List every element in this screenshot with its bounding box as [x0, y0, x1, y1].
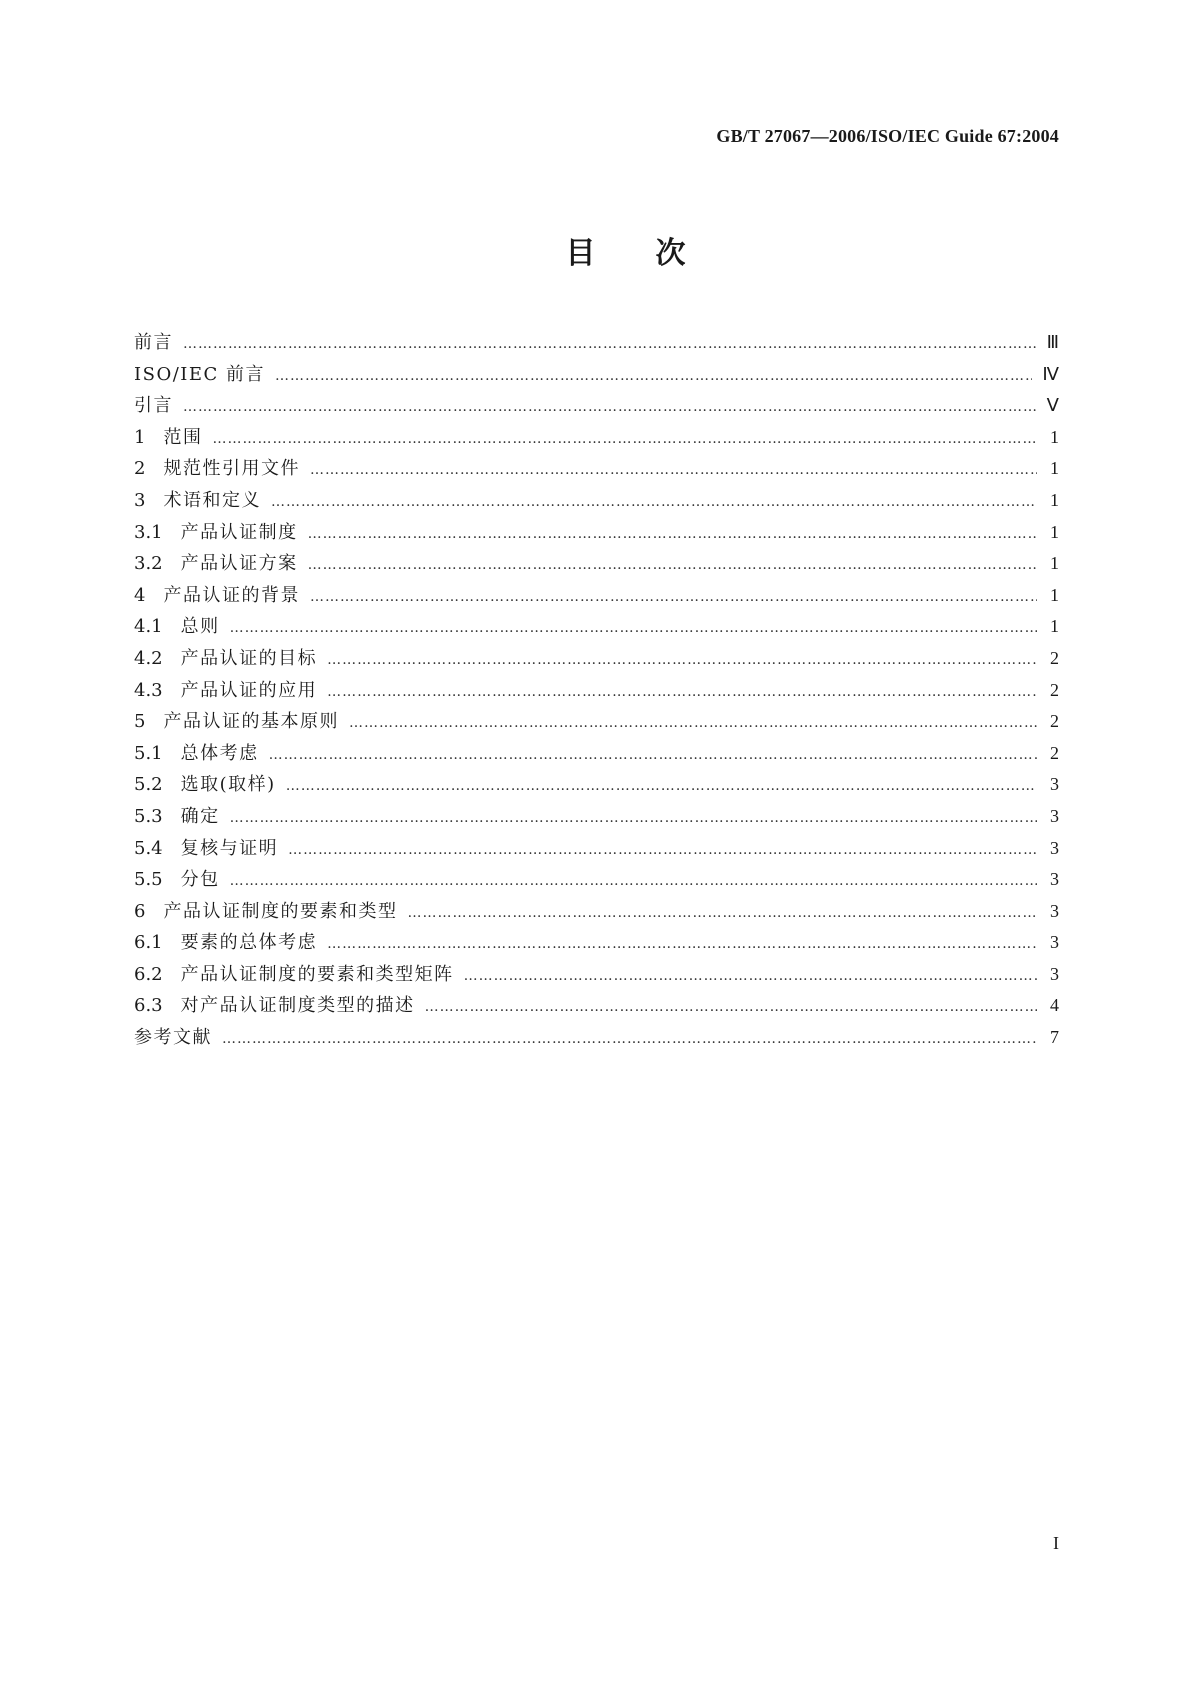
toc-entry-title: 产品认证制度的要素和类型矩阵: [180, 963, 454, 985]
toc-entry-page: 2: [1050, 711, 1059, 732]
toc-entry-number: 5: [134, 711, 146, 733]
toc-entry[interactable]: [134, 770, 1059, 802]
toc-entry[interactable]: [134, 707, 1059, 739]
toc-leader-dots: [308, 526, 1037, 542]
toc-leader-dots: [222, 1031, 1037, 1047]
toc-entry-title: 参考文献: [134, 1027, 212, 1049]
toc-entry-title: 引言: [134, 395, 173, 417]
toc-entry[interactable]: [134, 960, 1059, 992]
toc-entry-page: 1: [1050, 458, 1059, 479]
toc-leader-dots: [327, 684, 1037, 700]
page-title: 目次: [565, 236, 746, 271]
toc-entry-page: Ⅴ: [1046, 395, 1059, 416]
toc-entry-page: 1: [1050, 521, 1059, 542]
toc-entry-page: 2: [1050, 742, 1059, 763]
toc-leader-dots: [183, 336, 1037, 352]
toc-entry-page: 1: [1050, 489, 1059, 510]
toc-leader-dots: [269, 747, 1037, 763]
toc-entry[interactable]: [134, 991, 1059, 1023]
toc-entry-page: 2: [1050, 679, 1059, 700]
toc-leader-dots: [230, 810, 1037, 826]
toc-entry[interactable]: [134, 391, 1059, 423]
toc-leader-dots: [212, 431, 1037, 447]
toc-entry[interactable]: [134, 739, 1059, 771]
toc-leader-dots: [230, 873, 1037, 889]
toc-entry-title: 产品认证的应用: [180, 679, 318, 701]
toc-entry-title: 要素的总体考虑: [180, 932, 318, 954]
toc-entry-title: 产品认证的目标: [180, 647, 318, 669]
toc-entry-page: 1: [1050, 616, 1059, 637]
toc-entry[interactable]: [134, 802, 1059, 834]
toc-leader-dots: [464, 968, 1037, 984]
toc-entry-title: 对产品认证制度类型的描述: [180, 995, 415, 1017]
toc-leader-dots: [230, 620, 1037, 636]
toc-leader-dots: [425, 999, 1037, 1015]
toc-entry[interactable]: [134, 328, 1059, 360]
toc-entry-number: 3: [134, 489, 146, 511]
toc-entry-title: 产品认证的基本原则: [163, 711, 339, 733]
toc-entry-number: 4.1: [134, 616, 163, 638]
toc-entry[interactable]: [134, 612, 1059, 644]
toc-entry[interactable]: [134, 865, 1059, 897]
toc-entry[interactable]: [134, 549, 1059, 581]
toc-entry[interactable]: [134, 454, 1059, 486]
toc-entry-number: 6: [134, 900, 146, 922]
toc-leader-dots: [275, 368, 1032, 384]
toc-entry[interactable]: [134, 486, 1059, 518]
toc-entry[interactable]: [134, 676, 1059, 708]
toc-entry-number: 6.3: [134, 995, 163, 1017]
toc-entry-title: ISO/IEC 前言: [134, 363, 266, 385]
table-of-contents: [134, 328, 1059, 1055]
toc-entry-title: 产品认证制度的要素和类型: [163, 900, 398, 922]
toc-entry-number: 5.4: [134, 837, 163, 859]
toc-entry-title: 总体考虑: [180, 742, 259, 764]
toc-entry[interactable]: [134, 897, 1059, 929]
toc-entry-number: 4.2: [134, 647, 163, 669]
toc-entry-title: 选取(取样): [180, 774, 276, 796]
toc-entry-page: 3: [1050, 774, 1059, 795]
toc-entry-title: 规范性引用文件: [163, 458, 300, 480]
toc-entry-title: 复核与证明: [180, 837, 279, 859]
toc-entry-title: 前言: [134, 332, 173, 353]
toc-leader-dots: [310, 462, 1037, 478]
toc-entry-number: 2: [134, 458, 146, 480]
toc-entry[interactable]: [134, 360, 1059, 392]
toc-entry-page: 3: [1050, 805, 1059, 826]
page-number: I: [1053, 1533, 1059, 1553]
toc-entry-page: 2: [1050, 647, 1059, 668]
toc-entry[interactable]: [134, 581, 1059, 613]
toc-entry[interactable]: [134, 423, 1059, 455]
toc-entry-title: 术语和定义: [163, 489, 261, 511]
toc-leader-dots: [327, 652, 1037, 668]
toc-leader-dots: [288, 842, 1037, 858]
toc-entry-page: 3: [1050, 963, 1059, 984]
toc-entry-number: 5.2: [134, 774, 163, 796]
toc-entry-page: 3: [1050, 837, 1059, 858]
toc-entry-title: 分包: [180, 869, 220, 891]
toc-leader-dots: [308, 557, 1037, 573]
toc-entry-page: 7: [1050, 1027, 1059, 1048]
standard-code-header: GB/T 27067—2006/ISO/IEC Guide 67:2004: [716, 126, 1059, 146]
toc-leader-dots: [286, 778, 1037, 794]
toc-leader-dots: [271, 494, 1037, 510]
toc-entry-title: 产品认证制度: [180, 521, 298, 543]
toc-entry-page: Ⅲ: [1046, 332, 1059, 352]
toc-entry-page: 4: [1050, 995, 1059, 1016]
toc-entry-number: 5.5: [134, 869, 163, 891]
toc-entry-number: 4.3: [134, 679, 163, 701]
toc-leader-dots: [407, 905, 1037, 921]
toc-entry-page: 1: [1050, 426, 1059, 447]
toc-entry[interactable]: [134, 928, 1059, 960]
toc-entry-number: 6.2: [134, 963, 163, 985]
toc-entry-number: 1: [134, 426, 146, 448]
toc-entry-page: 3: [1050, 869, 1059, 890]
toc-leader-dots: [327, 936, 1037, 952]
toc-entry-number: 4: [134, 584, 146, 606]
toc-entry[interactable]: [134, 518, 1059, 550]
toc-entry[interactable]: [134, 834, 1059, 866]
toc-entry-title: 范围: [163, 426, 203, 448]
toc-leader-dots: [349, 715, 1037, 731]
toc-entry-title: 产品认证的背景: [163, 584, 300, 606]
toc-entry[interactable]: [134, 1023, 1059, 1055]
toc-entry-page: Ⅳ: [1042, 363, 1059, 384]
toc-entry-page: 3: [1050, 900, 1059, 921]
toc-entry-number: 3.2: [134, 553, 163, 575]
toc-entry-number: 6.1: [134, 932, 163, 954]
toc-entry-title: 产品认证方案: [180, 553, 298, 575]
toc-entry-number: 5.1: [134, 742, 163, 764]
toc-entry-title: 总则: [180, 616, 220, 638]
toc-entry-title: 确定: [180, 805, 220, 827]
toc-entry-page: 1: [1050, 584, 1059, 605]
toc-entry-page: 3: [1050, 932, 1059, 953]
toc-entry-page: 1: [1050, 553, 1059, 574]
toc-leader-dots: [310, 589, 1037, 605]
toc-entry-number: 3.1: [134, 521, 163, 543]
toc-leader-dots: [183, 399, 1037, 415]
toc-entry-number: 5.3: [134, 805, 163, 827]
toc-entry[interactable]: [134, 644, 1059, 676]
